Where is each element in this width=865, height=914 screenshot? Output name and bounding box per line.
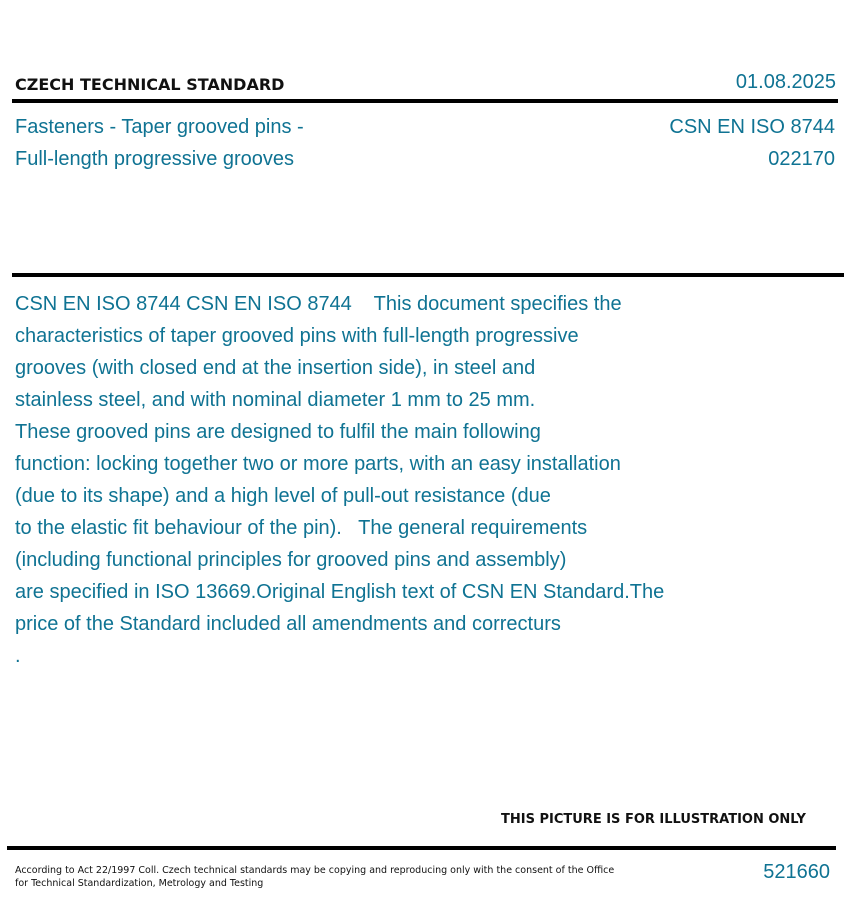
document-category: CZECH TECHNICAL STANDARD (15, 75, 285, 94)
legal-notice-line-1: According to Act 22/1997 Coll. Czech technical standards may be copying and reproducing only with the consent of the Office (15, 865, 615, 876)
description-line: characteristics of taper grooved pins with full-length progressive (15, 325, 579, 347)
document-title-line-1: Fasteners - Taper grooved pins - (15, 116, 304, 138)
document-title-line-2: Full-length progressive grooves (15, 148, 295, 170)
footer-number: 521660 (763, 861, 830, 883)
catalog-number: 022170 (768, 148, 835, 170)
description-line: . (15, 645, 21, 667)
description-line: (including functional principles for grooved pins and assembly) (15, 549, 567, 571)
description-line: to the elastic fit behaviour of the pin). The general requirements (15, 517, 588, 539)
description-line: CSN EN ISO 8744 CSN EN ISO 8744 This document specifies the (15, 293, 622, 315)
description-line: price of the Standard included all amendments and correcturs (15, 613, 561, 635)
description-line: stainless steel, and with nominal diameter 1 mm to 25 mm. (15, 389, 536, 411)
standard-code: CSN EN ISO 8744 (669, 116, 835, 138)
description-line: are specified in ISO 13669.Original English text of CSN EN Standard.The (15, 581, 665, 603)
footer-divider (7, 846, 836, 850)
description-line: function: locking together two or more parts, with an easy installation (15, 453, 621, 475)
document-description (15, 288, 735, 672)
title-divider (12, 273, 844, 277)
legal-notice (15, 864, 615, 890)
legal-notice-line-2: for Technical Standardization, Metrology and Testing (15, 878, 264, 889)
publication-date: 01.08.2025 (735, 71, 836, 93)
header-divider (12, 99, 838, 103)
description-line: grooves (with closed end at the insertion side), in steel and (15, 357, 536, 379)
description-line: (due to its shape) and a high level of pull-out resistance (due (15, 485, 551, 507)
illustration-notice: THIS PICTURE IS FOR ILLUSTRATION ONLY (501, 812, 806, 827)
description-line: These grooved pins are designed to fulfil the main following (15, 421, 541, 443)
